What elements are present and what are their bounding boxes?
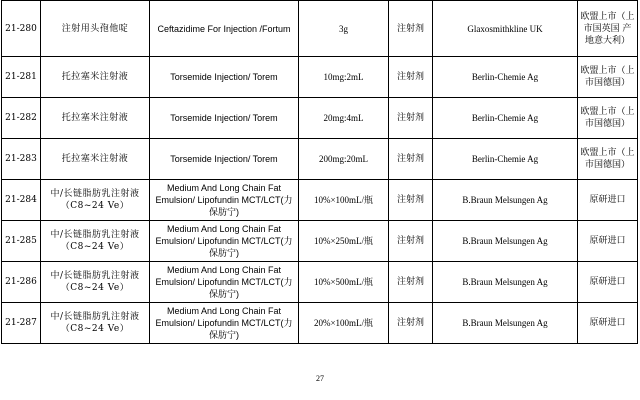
listing-status: 欧盟上市（上市国英国 产地意大利） <box>578 1 638 57</box>
drug-list-table <box>1 0 638 344</box>
dosage-form: 注射剂 <box>389 57 433 98</box>
company: B.Braun Melsungen Ag <box>433 303 578 344</box>
row-code: 21-284 <box>2 180 41 221</box>
listing-status: 原研进口 <box>578 303 638 344</box>
listing-status: 原研进口 <box>578 262 638 303</box>
row-code: 21-285 <box>2 221 41 262</box>
generic-name-cn: 中/长链脂肪乳注射液（C8~24 Ve） <box>41 303 150 344</box>
table-row <box>2 262 638 303</box>
specification: 10%×100mL/瓶 <box>299 180 389 221</box>
product-name: Medium And Long Chain Fat Emulsion/ Lipofundin MCT/LCT(力保肪宁) <box>150 180 299 221</box>
company: B.Braun Melsungen Ag <box>433 221 578 262</box>
product-name: Torsemide Injection/ Torem <box>150 98 299 139</box>
specification: 20%×100mL/瓶 <box>299 303 389 344</box>
listing-status: 欧盟上市（上市国德国） <box>578 139 638 180</box>
table-row <box>2 221 638 262</box>
table-row <box>2 98 638 139</box>
company: Berlin-Chemie Ag <box>433 139 578 180</box>
specification: 20mg:4mL <box>299 98 389 139</box>
table-row <box>2 57 638 98</box>
specification: 10%×250mL/瓶 <box>299 221 389 262</box>
product-name: Medium And Long Chain Fat Emulsion/ Lipofundin MCT/LCT(力保肪宁) <box>150 303 299 344</box>
specification: 10mg:2mL <box>299 57 389 98</box>
row-code: 21-286 <box>2 262 41 303</box>
table-row <box>2 303 638 344</box>
generic-name-cn: 托拉塞米注射液 <box>41 139 150 180</box>
generic-name-cn: 中/长链脂肪乳注射液（C8~24 Ve） <box>41 262 150 303</box>
row-code: 21-283 <box>2 139 41 180</box>
listing-status: 欧盟上市（上市国德国） <box>578 57 638 98</box>
row-code: 21-287 <box>2 303 41 344</box>
dosage-form: 注射剂 <box>389 1 433 57</box>
product-name: Torsemide Injection/ Torem <box>150 57 299 98</box>
page-number: 27 <box>316 374 324 383</box>
table-row <box>2 180 638 221</box>
specification: 3g <box>299 1 389 57</box>
company: B.Braun Melsungen Ag <box>433 262 578 303</box>
generic-name-cn: 中/长链脂肪乳注射液（C8~24 Ve） <box>41 180 150 221</box>
specification: 200mg:20mL <box>299 139 389 180</box>
company: Berlin-Chemie Ag <box>433 98 578 139</box>
row-code: 21-282 <box>2 98 41 139</box>
company: Berlin-Chemie Ag <box>433 57 578 98</box>
generic-name-cn: 中/长链脂肪乳注射液（C8~24 Ve） <box>41 221 150 262</box>
dosage-form: 注射剂 <box>389 180 433 221</box>
dosage-form: 注射剂 <box>389 303 433 344</box>
dosage-form: 注射剂 <box>389 221 433 262</box>
company: Glaxosmithkline UK <box>433 1 578 57</box>
product-name: Torsemide Injection/ Torem <box>150 139 299 180</box>
row-code: 21-281 <box>2 57 41 98</box>
table-row <box>2 1 638 57</box>
generic-name-cn: 托拉塞米注射液 <box>41 57 150 98</box>
product-name: Medium And Long Chain Fat Emulsion/ Lipofundin MCT/LCT(力保肪宁) <box>150 221 299 262</box>
listing-status: 欧盟上市（上市国德国） <box>578 98 638 139</box>
product-name: Medium And Long Chain Fat Emulsion/ Lipofundin MCT/LCT(力保肪宁) <box>150 262 299 303</box>
listing-status: 原研进口 <box>578 180 638 221</box>
product-name: Ceftazidime For Injection /Fortum <box>150 1 299 57</box>
listing-status: 原研进口 <box>578 221 638 262</box>
company: B.Braun Melsungen Ag <box>433 180 578 221</box>
dosage-form: 注射剂 <box>389 98 433 139</box>
table-row <box>2 139 638 180</box>
specification: 10%×500mL/瓶 <box>299 262 389 303</box>
dosage-form: 注射剂 <box>389 139 433 180</box>
generic-name-cn: 托拉塞米注射液 <box>41 98 150 139</box>
row-code: 21-280 <box>2 1 41 57</box>
dosage-form: 注射剂 <box>389 262 433 303</box>
generic-name-cn: 注射用头孢他啶 <box>41 1 150 57</box>
